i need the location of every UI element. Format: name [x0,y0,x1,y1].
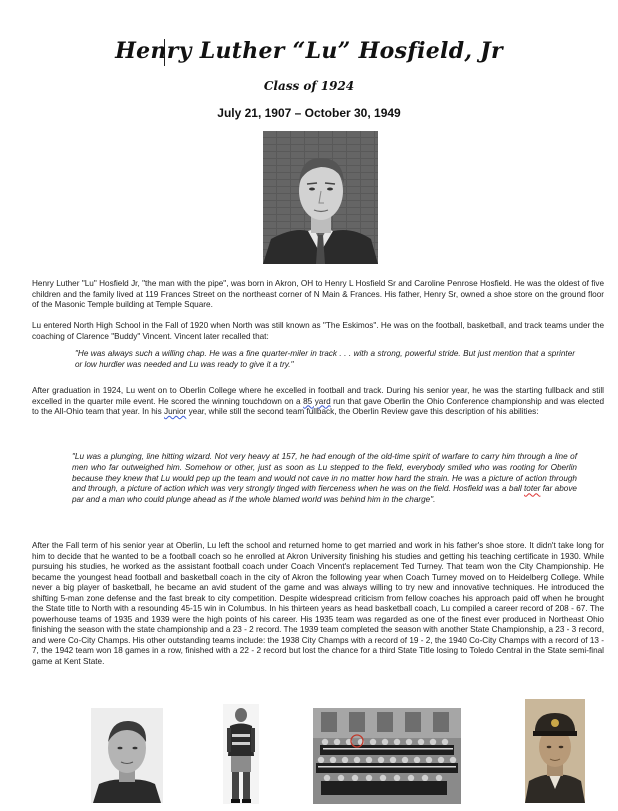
bio-paragraph-3 [32,386,604,418]
youth-portrait-photo [91,708,163,803]
football-player-photo [223,704,259,804]
main-portrait-photo [263,131,378,264]
p3-junior-underlined: Junior [163,407,187,416]
p3-text-e: year, while still the second team fullback, the Oberlin Review gave this description of his abilities: [186,407,539,416]
page-title: Henry Luther “Lu” Hosfield, Jr [115,38,503,64]
bio-paragraph-4: After the Fall term of his senior year at Oberlin, Lu left the school and returned home to get married and work in his father's shoe store. It didn't take long for him to decide that he wanted to be a football coach so he enrolled at Akron University finishing his studies and getting his teaching certificate in 1930. While pursuing his studies, he worked as the assistant football coach under Coach Vincent's replacement Ted Turney. That team won the City Championship. He became the youngest head football and basketball coach in the city of Akron the following year when Coach Turney moved on to Heidelberg College. While never a big player of basketball, he became an avid student of the game and was always willing to try new and innovative techniques. He introduced the shifting 5-man zone defense and the fast break to city competition. Despite widespread criticism from fellow coaches his approach paid off when he brought the State title to North with a resounding 45-15 win in Columbus. In his thirteen years as head basketball coach, Lu compiled a career record of 208 - 67. The powerhouse teams of 1935 and 1939 were the high points of his career. His 1935 team was regarded as one of the finest ever produced in Northeast Ohio finishing the season with the state championship and a 23 - 2 record. The 1939 team completed the season with another State Championship, a 23 - 3 record, and were Co-City Champs. His other outstanding teams include: the 1938 City Champs with a record of 19 - 2, the 1940 Co-City Champs with a record of 13 - 7, the 1942 team won 18 games in a row, finished with a 22 - 2 record but lost the chance for a third State Title losing to Toledo Central in the State semi-final game at Kent State. [32,541,604,666]
p3-text-c: run that gave Oberlin the Ohio Conference championship and was elected to the All-Ohio team that year. In his [32,396,604,416]
q2-toter-underlined: toter [524,484,541,494]
bio-paragraph-1: Henry Luther "Lu" Hosfield Jr, "the man with the pipe", was born in Akron, OH to Henry L Hosfield Sr and Caroline Penrose Hosfield. He was the oldest of five children and the family lived at 119 Frances Street on the northeast corner of N Main & Frances. His father, Henry Sr, owned a shoe store on the ground floor of the Masonic Temple building at Temple Square. [32,279,604,309]
p3-yard-underlined: 85 yard [303,396,331,406]
q2-text-c: far above par and a man who could plunge ahead as if the whole blamed world was behind him in the charge". [72,484,577,505]
oberlin-review-quote [72,452,577,506]
class-year: Class of 1924 [263,79,355,93]
vincent-quote: "He was always such a willing chap. He was a fine quarter-miler in track . . . with a strong, powerful stride. But just mention that a sprinter or low hurdler was needed and Lu was ready to give it a try." [75,349,575,369]
p3-text-a: After graduation in 1924, Lu went on to Oberlin College where he excelled in football and track. During his senior year, he was the starting fullback and still excelled in the quarter mile event. He scored the winning touchdown on a [32,386,604,406]
bio-paragraph-2: Lu entered North High School in the Fall of 1920 when North was still known as "The Eskimos". He was on the football, basketball, and track teams under the coaching of Clarence "Buddy" Vincent. Vincent later recalled that: [32,321,604,341]
navy-officer-photo [525,699,585,803]
q2-text-a: "Lu was a plunging, line hitting wizard. Not very heavy at 157, he had enough of the old-time spirit of warfare to carry him through a line of men who far outweighed him. Somehow or other, just as soon as Lu stepped to the field, everybody smiled who was rooting for Oberlin because they knew that Lu would pep up the team and would not cave in no matter how hard the strain. He was a picture of action through and through, a picture of action which was very strongly tinged with fierceness when he was on the field. Hosfield was a ball [72,452,577,494]
life-dates: July 21, 1907 – October 30, 1949 [217,106,401,120]
team-photo [313,708,461,804]
